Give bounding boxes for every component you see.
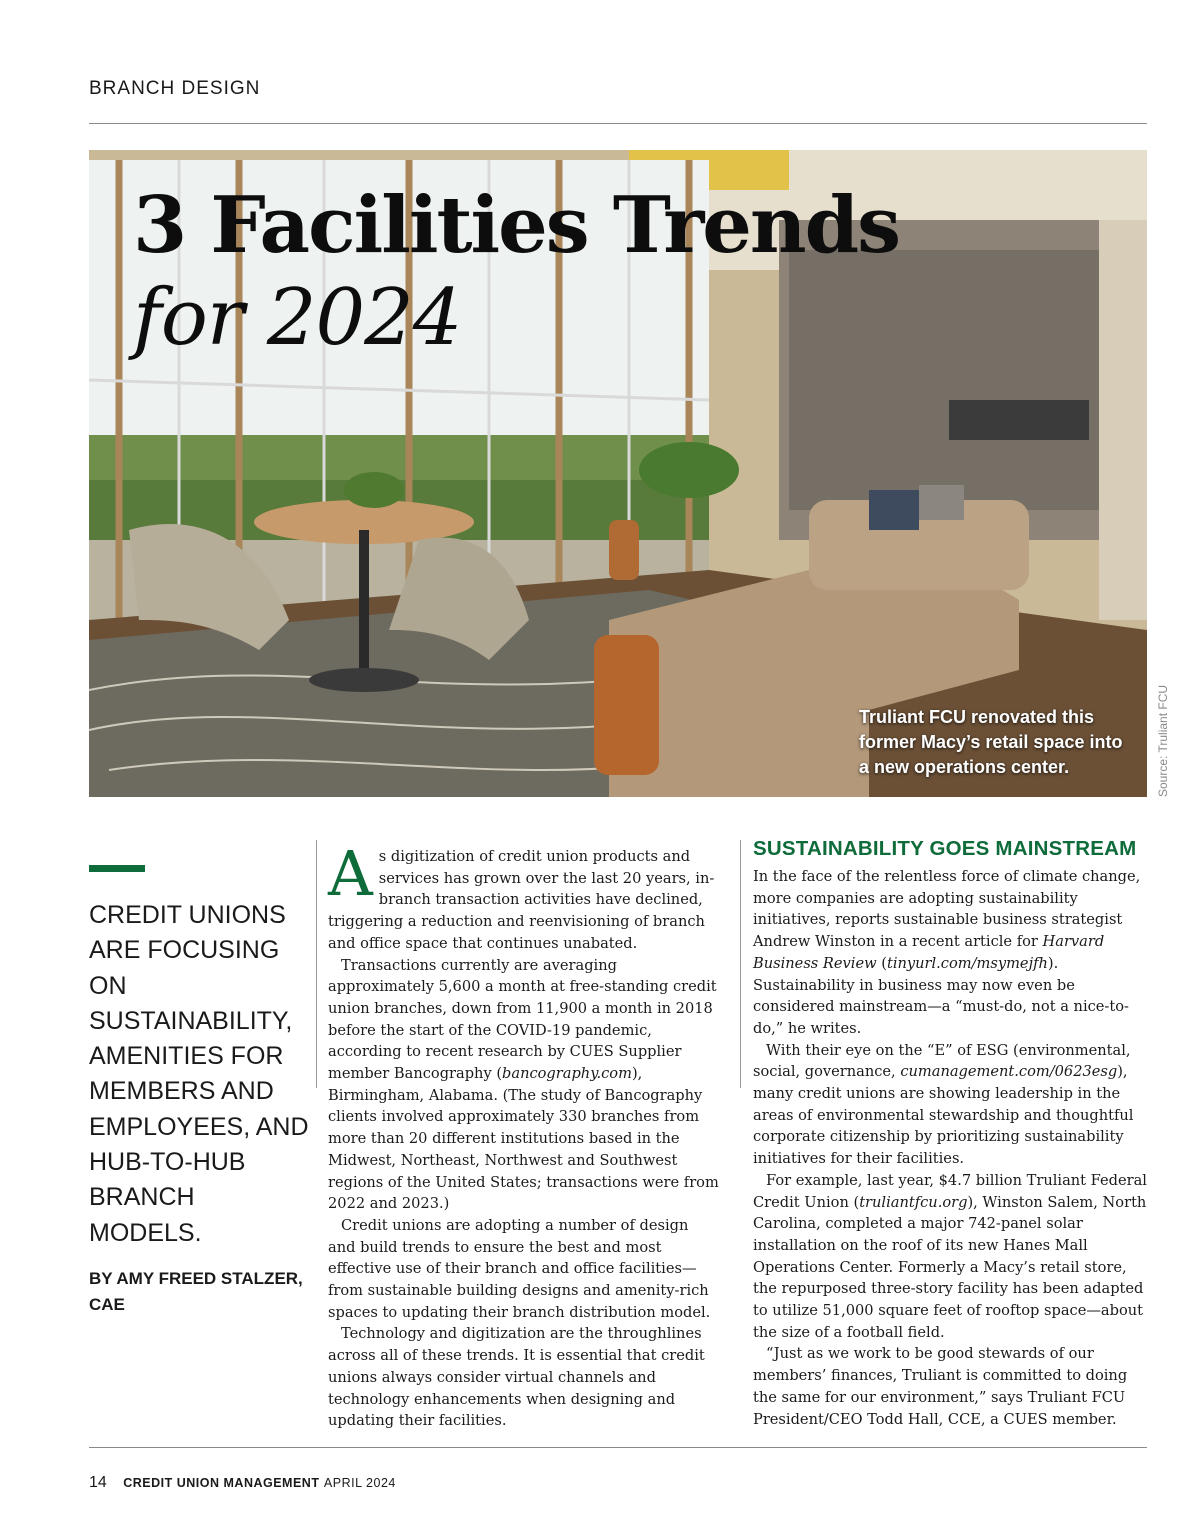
inline-link[interactable]: bancography.com	[502, 1065, 632, 1083]
paragraph: “Just as we work to be good stewards of our members’ finances, Truliant is committed to doing the same for our environment,” says Truliant FCU President/CEO Todd Hall, CCE, a CUES member.	[753, 1345, 1128, 1428]
pull-quote: CREDIT UNIONS ARE FOCUSING ON SUSTAINABILITY, AMENITIES FOR MEMBERS AND EMPLOYEES, AND HUB-TO-HUB BRANCH MODELS.	[89, 901, 309, 1247]
publication-name: Harvard Business Review	[753, 933, 1105, 972]
byline: BY AMY FREED STALZER, CAE	[89, 1269, 303, 1314]
accent-bar	[89, 865, 145, 872]
magazine-name: CREDIT UNION MANAGEMENT	[123, 1476, 320, 1490]
column-divider-right	[740, 840, 741, 1088]
page-footer	[89, 1474, 396, 1492]
section-label: BRANCH DESIGN	[89, 78, 261, 99]
hero-photo	[89, 150, 1147, 797]
paragraph: Technology and digitization are the throughlines across all of these trends. It is essential that credit unions always consider virtual channels and technology enhancements when designing and updating their facilities.	[328, 1325, 705, 1430]
inline-link[interactable]: truliantfcu.org	[859, 1193, 968, 1211]
paragraph-text: s digitization of credit union products and services has grown over the last 20 years, in-branch transaction activities have declined, triggering a reduction and reenvisioning of branch and office space that continues unabated.	[328, 848, 715, 952]
inline-link[interactable]: tinyurl.com/msymejfh	[886, 954, 1048, 972]
title-line-1: 3 Facilities Trends	[133, 180, 900, 271]
paragraph	[753, 1040, 1149, 1170]
paragraph	[753, 866, 1149, 1040]
bottom-divider	[89, 1447, 1147, 1448]
top-divider	[89, 123, 1147, 124]
article-title	[133, 180, 899, 364]
paragraph-text: In the face of the relentless force of climate change, more companies are adopting sustainability initiatives, reports sustainable business strategist Andrew Winston in a recent article for	[753, 868, 1141, 951]
paragraph-text: ), many credit unions are showing leadership in the areas of environmental stewardship and thoughtful corporate citizenship by prioritizing sustainability initiatives for their facilities.	[753, 1063, 1134, 1168]
paragraph-text: With their eye on the “E” of ESG (environmental, social, governance,	[753, 1041, 1131, 1081]
body-column-2	[753, 866, 1149, 1430]
paragraph-text: ). Sustainability in business may now even be considered mainstream—a “must-do, not a nice-to-do,” he writes.	[753, 954, 1129, 1037]
paragraph-text: For example, last year, $4.7 billion Truliant Federal Credit Union (	[753, 1171, 1147, 1211]
paragraph	[753, 1170, 1149, 1344]
paragraph	[328, 837, 720, 955]
paragraph-text: (	[876, 954, 887, 972]
title-line-2: for 2024	[133, 273, 462, 363]
page-number: 14	[89, 1474, 107, 1491]
inline-link[interactable]: cumanagement.com/0623esg	[900, 1063, 1118, 1081]
paragraph	[328, 955, 720, 1215]
photo-credit: Source: Truliant FCU	[1156, 684, 1170, 797]
paragraph: Credit unions are adopting a number of design and build trends to ensure the best and most effective use of their branch and office facilities—from sustainable building designs and amenity-rich spaces to updating their branch distribution model.	[328, 1216, 711, 1321]
column-divider-left	[316, 840, 317, 1088]
paragraph-text: ), Winston Salem, North Carolina, completed a major 742-panel solar installation on the roof of its new Hanes Mall Operations Center. Formerly a Macy’s retail store, the repurposed three-story facility has been adapted to utilize 51,000 square feet of rooftop space—about the size of a football field.	[753, 1193, 1147, 1341]
section-subhead: SUSTAINABILITY GOES MAINSTREAM	[753, 837, 1137, 860]
drop-cap: A	[328, 837, 373, 910]
body-column-1	[328, 837, 720, 1432]
paragraph-text: ), Birmingham, Alabama. (The study of Bancography clients involved approximately 330 branches from more than 20 different institutions based in the Midwest, Northeast, Northwest and Southwest regions of the United States; transactions were from 2022 and 2023.)	[328, 1065, 719, 1213]
photo-caption: Truliant FCU renovated this former Macy’s retail space into a new operations center.	[859, 707, 1123, 777]
paragraph-text: Transactions currently are averaging approximately 5,600 a month at free-standing credit union branches, down from 11,900 a month in 2018 before the start of the COVID-19 pandemic, according to recent research by CUES Supplier member Bancography (	[328, 956, 717, 1083]
issue-date: APRIL 2024	[323, 1476, 396, 1490]
